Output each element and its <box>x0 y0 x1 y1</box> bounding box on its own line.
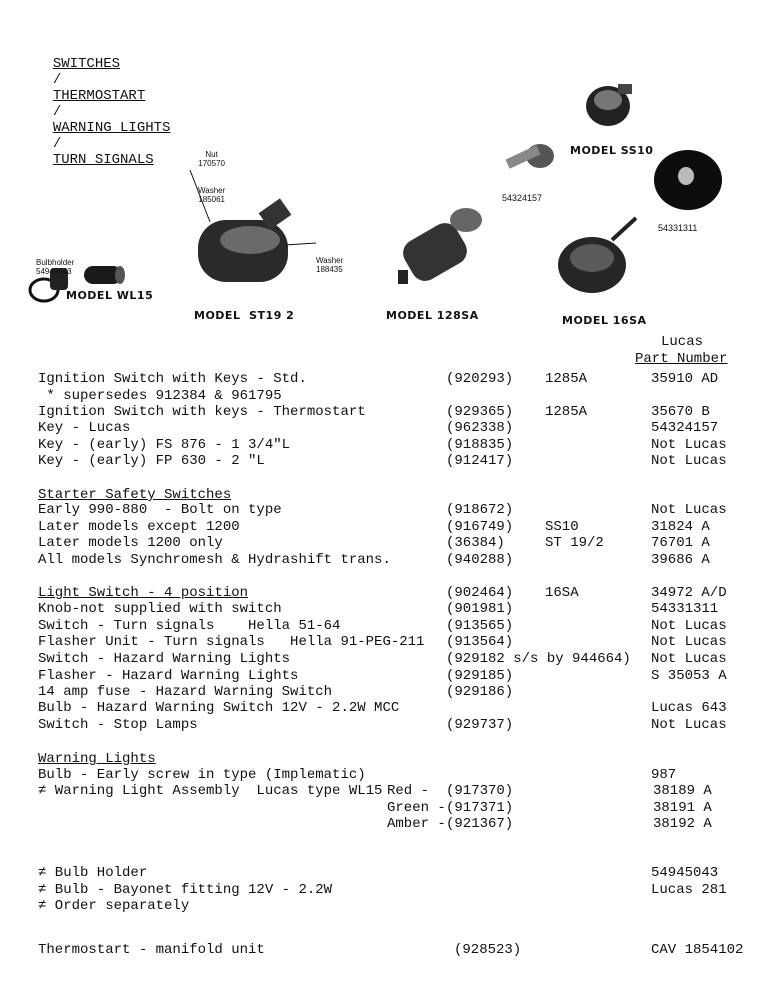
model-st192-caption: MODEL ST19 2 <box>194 309 295 322</box>
nut-label: Nut 170570 Washer 185061 <box>198 150 226 204</box>
crumb-switches: SWITCHES <box>52 56 121 72</box>
table-row: ≠ Bulb - Bayonet fitting 12V - 2.2W Lucas 281 <box>38 882 727 898</box>
bulbholder-label: Bulbholder 54945043 <box>36 258 75 276</box>
model-wl15-caption: MODEL WL15 <box>66 289 154 302</box>
ss10-switch-image <box>586 84 632 126</box>
table-row: ≠ Bulb Holder 54945043 <box>38 865 719 881</box>
16sa-light-switch-image <box>558 218 636 293</box>
table-row: ≠ Order separately <box>38 898 190 914</box>
crumb-warning-lights: WARNING LIGHTS <box>52 120 171 136</box>
table-row: Green - (917371) 38191 A <box>387 800 712 816</box>
table-row: Amber - (921367) 38192 A <box>387 816 712 832</box>
table-row: Later models except 1200 (916749) SS10 31824 A <box>38 519 710 535</box>
col-header-part-number: Part Number <box>635 351 728 367</box>
table-row: 14 amp fuse - Hazard Warning Switch (929186) <box>38 684 514 700</box>
table-row: Flasher Unit - Turn signals Hella 91-PEG-211 (913564) Not Lucas <box>38 634 727 650</box>
model-16sa-caption: MODEL 16SA <box>562 314 647 327</box>
table-row: Switch - Hazard Warning Lights (929182 s/s by 944664) Not Lucas <box>38 651 727 667</box>
128sa-ignition-image <box>398 208 482 286</box>
table-row: Flasher - Hazard Warning Lights (929185) S 35053 A <box>38 668 727 684</box>
table-row: ≠ Warning Light Assembly Lucas type WL15 Red - (917370) 38189 A <box>38 783 712 799</box>
washer-label: Washer 188435 <box>316 256 344 274</box>
knob-part-label: 54331311 <box>658 223 698 233</box>
knob-image <box>654 150 722 210</box>
table-row: Knob-not supplied with switch (901981) 54331311 <box>38 601 719 617</box>
table-row: Key - Lucas (962338) 54324157 <box>38 420 719 436</box>
table-row: Bulb - Early screw in type (Implematic) 987 <box>38 767 677 783</box>
table-row: Key - (early) FP 630 - 2 "L (912417) Not Lucas <box>38 453 727 469</box>
crumb-thermostart: THERMOSTART <box>52 88 146 104</box>
table-row: * supersedes 912384 & 961795 <box>38 388 282 404</box>
table-row: Ignition Switch with Keys - Std. (920293) 1285A 35910 AD <box>38 371 719 387</box>
starter-heading: Starter Safety Switches <box>38 487 232 503</box>
table-row: Early 990-880 - Bolt on type (918672) Not Lucas <box>38 502 727 518</box>
key-image <box>505 144 554 169</box>
warning-heading: Warning Lights <box>38 751 156 767</box>
thermostart-row: Thermostart - manifold unit (928523) CAV 1854102 <box>38 942 744 958</box>
breadcrumb: SWITCHES / THERMOSTART / WARNING LIGHTS / TURN SIGNALS <box>52 56 171 168</box>
key-part-label: 54324157 <box>502 193 543 203</box>
col-header-lucas: Lucas <box>661 334 704 350</box>
table-row: All models Synchromesh & Hydrashift trans. (940288) 39686 A <box>38 552 710 568</box>
table-row: Switch - Stop Lamps (929737) Not Lucas <box>38 717 727 733</box>
model-128sa-caption: MODEL 128SA <box>386 309 479 322</box>
table-row: Later models 1200 only (36384) ST 19/2 76701 A <box>38 535 710 551</box>
table-row: Bulb - Hazard Warning Switch 12V - 2.2W MCC Lucas 643 <box>38 700 727 716</box>
table-row: Switch - Turn signals Hella 51-64 (913565) Not Lucas <box>38 618 727 634</box>
table-row: Ignition Switch with keys - Thermostart (929365) 1285A 35670 B <box>38 404 710 420</box>
crumb-turn-signals: TURN SIGNALS <box>52 152 154 168</box>
table-row: Key - (early) FS 876 - 1 3/4"L (918835) Not Lucas <box>38 437 727 453</box>
light-heading-row: Light Switch - 4 position (902464) 16SA 34972 A/D <box>38 585 727 601</box>
light-heading: Light Switch <box>38 585 139 601</box>
model-ss10-caption: MODEL SS10 <box>570 144 654 157</box>
